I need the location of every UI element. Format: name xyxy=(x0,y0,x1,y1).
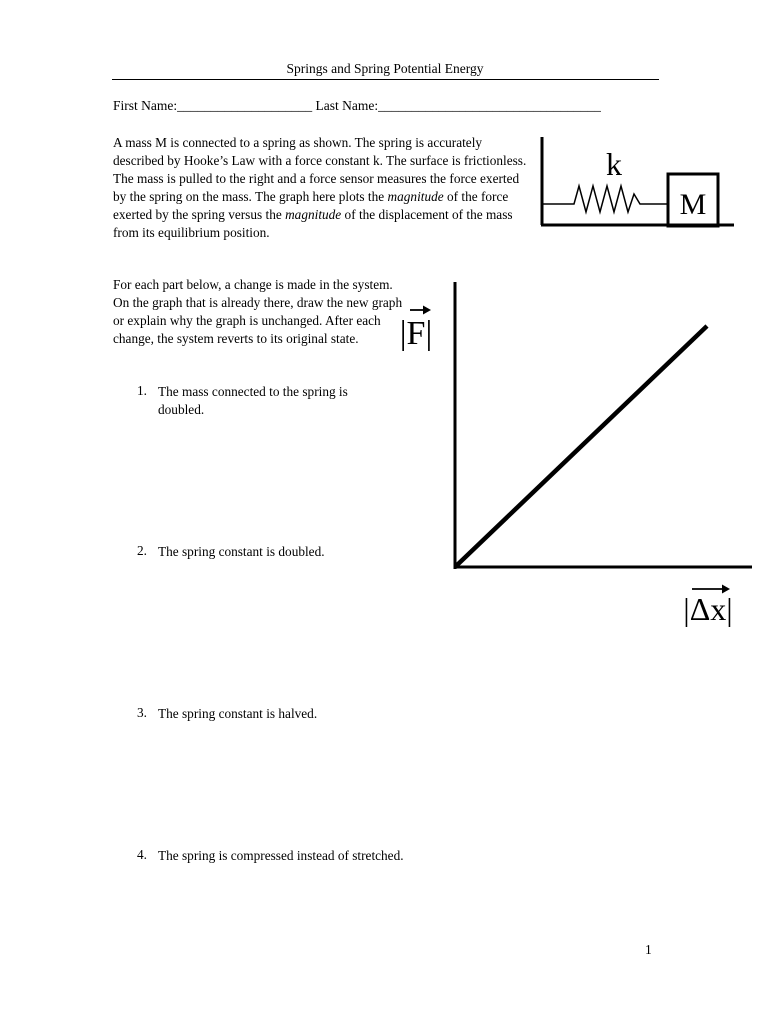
spring-mass-diagram xyxy=(536,132,740,232)
spring-icon xyxy=(543,186,668,212)
question-text: The mass connected to the spring is doubled. xyxy=(158,384,348,417)
question-number: 4. xyxy=(137,847,147,862)
last-name-field[interactable]: Last Name:_________________________________ xyxy=(315,98,601,113)
mass-label: M xyxy=(679,188,707,221)
y-axis-label: |F| xyxy=(399,315,433,352)
question-number: 3. xyxy=(137,705,147,720)
intro-text-3: of the displacement of the mass from its equilibrium position. xyxy=(113,207,513,240)
intro-emphasis-1: magnitude xyxy=(387,189,444,204)
x-axis-label: |Δx| xyxy=(683,591,733,627)
intro-emphasis-2: magnitude xyxy=(285,207,342,222)
name-fields xyxy=(113,98,601,114)
title-divider xyxy=(112,79,659,80)
instructions-paragraph: For each part below, a change is made in the system. On the graph that is already there, draw the new graph or explain why the graph is unchanged. After each change, the system reverts to its original state. xyxy=(113,277,403,346)
question-text: The spring constant is halved. xyxy=(158,706,318,721)
question-text: The spring constant is doubled. xyxy=(158,544,325,559)
intro-text-2: of the force exerted by the spring versus the xyxy=(113,189,509,222)
force-vector-arrow-icon xyxy=(410,306,431,315)
question-text: The spring is compressed instead of stretched. xyxy=(158,848,404,863)
spring-constant-label: k xyxy=(606,146,622,182)
force-displacement-graph xyxy=(390,278,760,628)
intro-text-1: A mass M is connected to a spring as shown. The spring is accurately described by Hooke’s Law with a force constant k. The surface is frictionless. The mass is pulled to the right and a force sensor measures the force exerted by the spring on the mass. The graph here plots the xyxy=(113,135,527,204)
page-title: Springs and Spring Potential Energy xyxy=(286,61,484,76)
page-number: 1 xyxy=(645,942,652,957)
force-line xyxy=(455,326,707,567)
question-number: 1. xyxy=(137,383,147,398)
question-number: 2. xyxy=(137,543,147,558)
first-name-field[interactable]: First Name:____________________ xyxy=(113,98,313,113)
intro-paragraph xyxy=(113,134,533,242)
